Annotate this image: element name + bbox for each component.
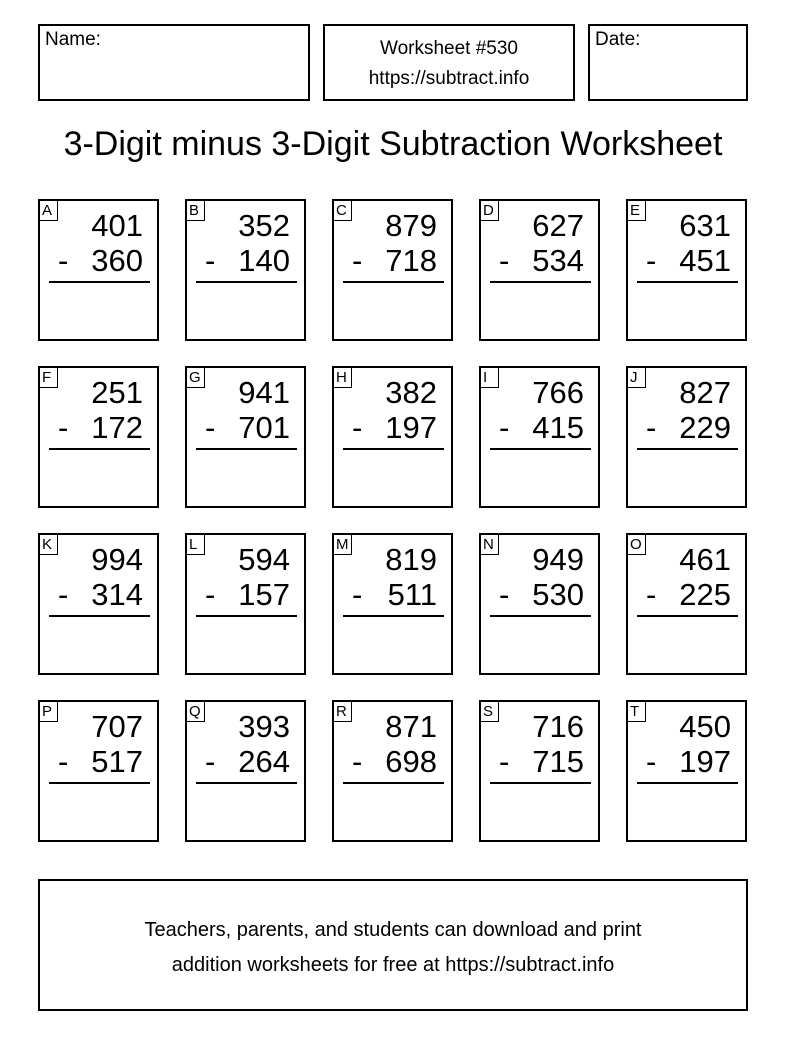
answer-line [49, 615, 150, 617]
minuend: 766 [532, 375, 584, 410]
problem-label: G [186, 367, 205, 388]
minus-sign: - [499, 577, 510, 612]
minuend: 871 [385, 709, 437, 744]
subtrahend: 530 [532, 577, 584, 612]
minuend: 382 [385, 375, 437, 410]
subtrahend: 157 [238, 577, 290, 612]
problem-card [479, 199, 600, 341]
problem-card [626, 199, 747, 341]
minus-sign: - [205, 410, 216, 445]
minus-sign: - [499, 243, 510, 278]
problem-label: L [186, 534, 205, 555]
problem-label: S [480, 701, 499, 722]
problem-label: F [39, 367, 58, 388]
problem-label: N [480, 534, 499, 555]
answer-line [490, 281, 591, 283]
minuend: 994 [91, 542, 143, 577]
worksheet-url: https://subtract.info [368, 68, 530, 89]
minuend: 879 [385, 208, 437, 243]
answer-line [637, 448, 738, 450]
subtrahend: 229 [679, 410, 731, 445]
name-label: Name: [45, 29, 101, 50]
answer-line [637, 782, 738, 784]
footer-line-2: addition worksheets for free at https://subtract.info [171, 954, 615, 976]
answer-line [637, 615, 738, 617]
answer-line [49, 281, 150, 283]
minuend: 716 [532, 709, 584, 744]
problem-card [479, 700, 600, 842]
name-field-box[interactable] [38, 24, 310, 101]
answer-line [490, 615, 591, 617]
worksheet-number: Worksheet #530 [379, 38, 518, 59]
problem-card [185, 199, 306, 341]
problem-label: K [39, 534, 58, 555]
problem-card [38, 700, 159, 842]
minus-sign: - [646, 410, 657, 445]
problem-card [185, 533, 306, 675]
problem-label: Q [186, 701, 205, 722]
minus-sign: - [499, 744, 510, 779]
subtrahend: 698 [385, 744, 437, 779]
problem-label: D [480, 200, 499, 221]
minus-sign: - [646, 744, 657, 779]
problem-label: C [333, 200, 352, 221]
problem-card [185, 366, 306, 508]
problem-label: H [333, 367, 352, 388]
problem-card [626, 700, 747, 842]
subtrahend: 140 [238, 243, 290, 278]
minuend: 461 [679, 542, 731, 577]
minus-sign: - [646, 243, 657, 278]
problem-card [185, 700, 306, 842]
minus-sign: - [58, 243, 69, 278]
date-field-box[interactable] [588, 24, 748, 101]
problem-label: E [627, 200, 646, 221]
answer-line [637, 281, 738, 283]
problem-card [626, 533, 747, 675]
subtrahend: 314 [91, 577, 143, 612]
answer-line [343, 281, 444, 283]
problem-label: I [480, 367, 499, 388]
minus-sign: - [352, 577, 363, 612]
subtrahend: 415 [532, 410, 584, 445]
date-label: Date: [595, 29, 641, 50]
minuend: 631 [679, 208, 731, 243]
problem-label: M [333, 534, 352, 555]
problem-card [38, 366, 159, 508]
subtrahend: 715 [532, 744, 584, 779]
answer-line [343, 782, 444, 784]
problem-card [332, 533, 453, 675]
minuend: 949 [532, 542, 584, 577]
problem-label: T [627, 701, 646, 722]
minus-sign: - [58, 410, 69, 445]
answer-line [490, 448, 591, 450]
problem-card [38, 199, 159, 341]
subtrahend: 172 [91, 410, 143, 445]
problem-card [332, 199, 453, 341]
problem-label: B [186, 200, 205, 221]
subtrahend: 197 [385, 410, 437, 445]
answer-line [49, 782, 150, 784]
minus-sign: - [205, 577, 216, 612]
subtrahend: 718 [385, 243, 437, 278]
minuend: 827 [679, 375, 731, 410]
answer-line [196, 281, 297, 283]
problem-card [332, 366, 453, 508]
answer-line [196, 782, 297, 784]
minuend: 941 [238, 375, 290, 410]
minuend: 594 [238, 542, 290, 577]
subtrahend: 701 [238, 410, 290, 445]
answer-line [490, 782, 591, 784]
minus-sign: - [499, 410, 510, 445]
subtrahend: 517 [91, 744, 143, 779]
minus-sign: - [352, 744, 363, 779]
answer-line [49, 448, 150, 450]
minuend: 352 [238, 208, 290, 243]
problem-card [626, 366, 747, 508]
problem-label: J [627, 367, 646, 388]
answer-line [196, 615, 297, 617]
subtrahend: 264 [238, 744, 290, 779]
minuend: 707 [91, 709, 143, 744]
problem-label: R [333, 701, 352, 722]
answer-line [196, 448, 297, 450]
subtrahend: 360 [91, 243, 143, 278]
minuend: 627 [532, 208, 584, 243]
minus-sign: - [58, 744, 69, 779]
answer-line [343, 615, 444, 617]
problem-card [38, 533, 159, 675]
worksheet-info-box [323, 24, 575, 101]
minus-sign: - [646, 577, 657, 612]
footer-line-1: Teachers, parents, and students can download and print [144, 919, 642, 941]
problem-label: A [39, 200, 58, 221]
problem-label: O [627, 534, 646, 555]
answer-line [343, 448, 444, 450]
minus-sign: - [205, 744, 216, 779]
subtrahend: 451 [679, 243, 731, 278]
page-title: 3-Digit minus 3-Digit Subtraction Worksheet [63, 125, 723, 163]
minus-sign: - [58, 577, 69, 612]
footer-note [38, 879, 748, 1011]
minuend: 393 [238, 709, 290, 744]
minuend: 401 [91, 208, 143, 243]
problem-label: P [39, 701, 58, 722]
subtrahend: 225 [679, 577, 731, 612]
problem-grid [38, 199, 748, 841]
problem-card [479, 366, 600, 508]
problem-card [479, 533, 600, 675]
minus-sign: - [205, 243, 216, 278]
minuend: 450 [679, 709, 731, 744]
minus-sign: - [352, 410, 363, 445]
subtrahend: 534 [532, 243, 584, 278]
minuend: 251 [91, 375, 143, 410]
subtrahend: 511 [387, 577, 437, 612]
subtrahend: 197 [679, 744, 731, 779]
minuend: 819 [385, 542, 437, 577]
problem-card [332, 700, 453, 842]
minus-sign: - [352, 243, 363, 278]
